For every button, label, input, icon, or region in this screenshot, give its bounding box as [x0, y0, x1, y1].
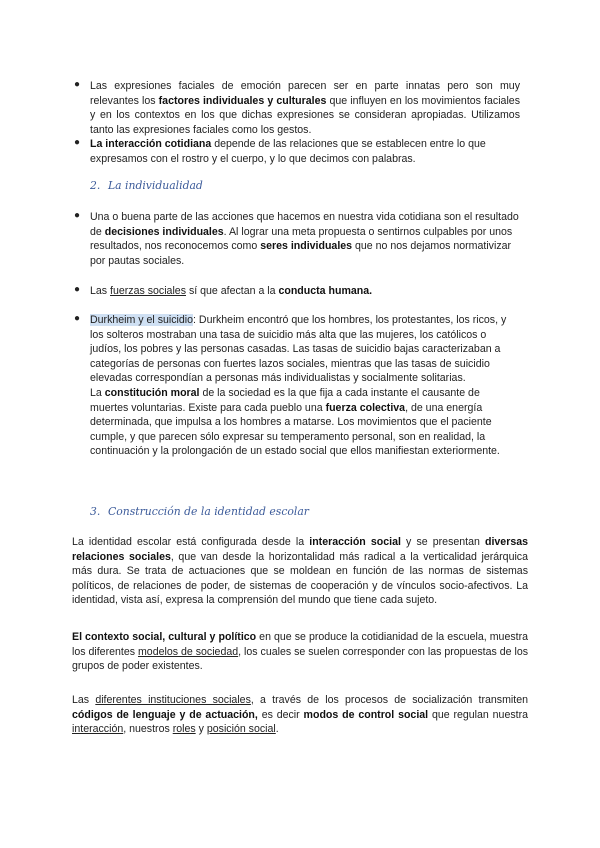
- bullet-text: [90, 137, 520, 166]
- bullet-item-durkheim: [74, 313, 520, 459]
- underlined-term: diferentes instituciones sociales: [95, 694, 251, 706]
- text-run: .: [275, 723, 279, 736]
- text-run: en que se produce la cotidianidad de la escuela, muestra los diferentes: [72, 631, 528, 658]
- paragraph-contexto: [72, 630, 528, 674]
- section-title: La individualidad: [108, 179, 203, 192]
- underlined-term: fuerzas sociales: [110, 285, 186, 297]
- text-run: que regulan nuestra: [428, 708, 528, 721]
- underlined-term: modelos de sociedad: [137, 645, 239, 658]
- text-run: depende de las relaciones que se establecen entre lo que expresamos con el rostro y el cuerpo, y lo que decimos con palabras.: [90, 138, 486, 165]
- bullet-item-decisiones: [74, 210, 520, 268]
- bold-term: factores individuales y culturales: [158, 94, 327, 107]
- bullet-dot: ●: [74, 284, 81, 295]
- section-heading-identidad-escolar: [90, 505, 309, 518]
- text-run: y se presentan: [400, 536, 485, 548]
- bullet-text: [90, 313, 520, 386]
- underlined-term: interacción: [72, 723, 124, 736]
- text-run: que influyen en los movimientos faciales y en los contextos en los que dichas expresiones se consideran apropiadas. Utilizamos tanto las expresiones faciales como los gestos.: [90, 94, 520, 136]
- bold-term: decisiones individuales: [104, 225, 224, 238]
- underlined-term: posición social: [206, 723, 276, 736]
- paragraph-text: [72, 693, 528, 737]
- bullet-dot: ●: [74, 79, 81, 90]
- section-heading-individualidad: [90, 179, 203, 192]
- text-run: , que van desde la horizontalidad más radical a la verticalidad jerárquica más dura. Se trata de actuaciones que se moldean en función de las normas de sistemas políticos, de relaciones de poder, de sistemas de cooperación y de vínculos socio-afectivos. La identidad, vista así, expresa la comprensión del mundo que tiene cada sujeto.: [72, 550, 529, 607]
- paragraph-text: [72, 630, 528, 674]
- text-run: . Al lograr una meta propuesta o sentirnos culpables por unos resultados, nos reconocemos como: [90, 225, 513, 253]
- bullet-item-interaccion: [74, 137, 520, 166]
- text-run: de la sociedad es la que fija a cada instante el causante de muertes voluntarias. Existe para cada pueblo una: [90, 386, 480, 414]
- bold-term: modos de control social: [303, 708, 429, 721]
- text-run: : Durkheim encontró que los hombres, los protestantes, los ricos, y los solteros mostraban una tasa de suicidio más alta que las mujeres, los católicos o judíos, los pobres y las personas casadas. Las tasas de suicidio bajas caracterizaban a categorías de personas con fuertes lazos sociales, mientras que las tasas de suicidio elevadas correspondían a personas más individualistas y socialmente solitarias.: [90, 314, 507, 385]
- text-run: La: [90, 386, 105, 399]
- text-run: Las: [72, 694, 96, 706]
- section-number: 2.: [90, 179, 101, 192]
- text-run: Las expresiones faciales de emoción parecen ser en parte innatas pero son muy relevantes los: [90, 80, 520, 107]
- underlined-term: roles: [172, 723, 196, 736]
- bullet-text: [90, 210, 520, 268]
- section-number: 3.: [90, 505, 101, 518]
- paragraph-instituciones: [72, 693, 528, 737]
- bullet-dot: ●: [74, 137, 81, 148]
- bold-term: interacción social: [309, 536, 401, 548]
- bold-term: constitución moral: [104, 386, 200, 399]
- text-run: y: [195, 723, 207, 736]
- bold-term: La interacción cotidiana: [90, 138, 212, 150]
- bullet-continuation: [90, 386, 520, 459]
- text-run: La identidad escolar está configurada desde la: [72, 536, 310, 548]
- bold-term: conducta humana.: [278, 285, 373, 297]
- bold-term: seres individuales: [260, 240, 353, 253]
- text-run: , nuestros: [123, 723, 173, 736]
- text-run: , de una energía determinada, que impulsa a los hombres a matarse. Los movimientos que el paciente cumple, y que parecen sólo expresar su temperamento personal, son en realidad, la continuación y la prolongación de un estado social que ellos manifiestan exteriormente.: [90, 401, 500, 458]
- bold-term: códigos de lenguaje y de actuación,: [72, 708, 258, 721]
- bullet-text: [90, 284, 520, 299]
- bullet-text: [90, 79, 520, 137]
- bold-term: diversas relaciones sociales: [72, 536, 528, 563]
- text-run: Una o buena parte de las acciones que hacemos en nuestra vida cotidiana son el resultado de: [90, 211, 519, 238]
- highlighted-term: Durkheim y el suicidio: [90, 314, 194, 326]
- bullet-item-expresiones: [74, 79, 520, 137]
- text-run: , los cuales se suelen corresponder con las propuestas de los grupos de poder existentes.: [72, 645, 529, 673]
- text-run: Las: [90, 285, 111, 297]
- text-run: es decir: [257, 708, 304, 721]
- text-run: que no nos dejamos normativizar por pautas sociales.: [90, 240, 512, 267]
- bold-term: El contexto social, cultural y político: [72, 631, 257, 643]
- section-title: Construcción de la identidad escolar: [108, 505, 309, 518]
- bullet-item-fuerzas: [74, 284, 520, 299]
- paragraph-text: [72, 535, 528, 608]
- text-run: sí que afectan a la: [186, 285, 279, 297]
- bullet-dot: ●: [74, 313, 81, 324]
- text-run: , a través de los procesos de socialización transmiten: [250, 694, 529, 706]
- paragraph-identidad: [72, 535, 528, 608]
- bullet-dot: ●: [74, 210, 81, 221]
- bold-term: fuerza colectiva: [325, 401, 406, 414]
